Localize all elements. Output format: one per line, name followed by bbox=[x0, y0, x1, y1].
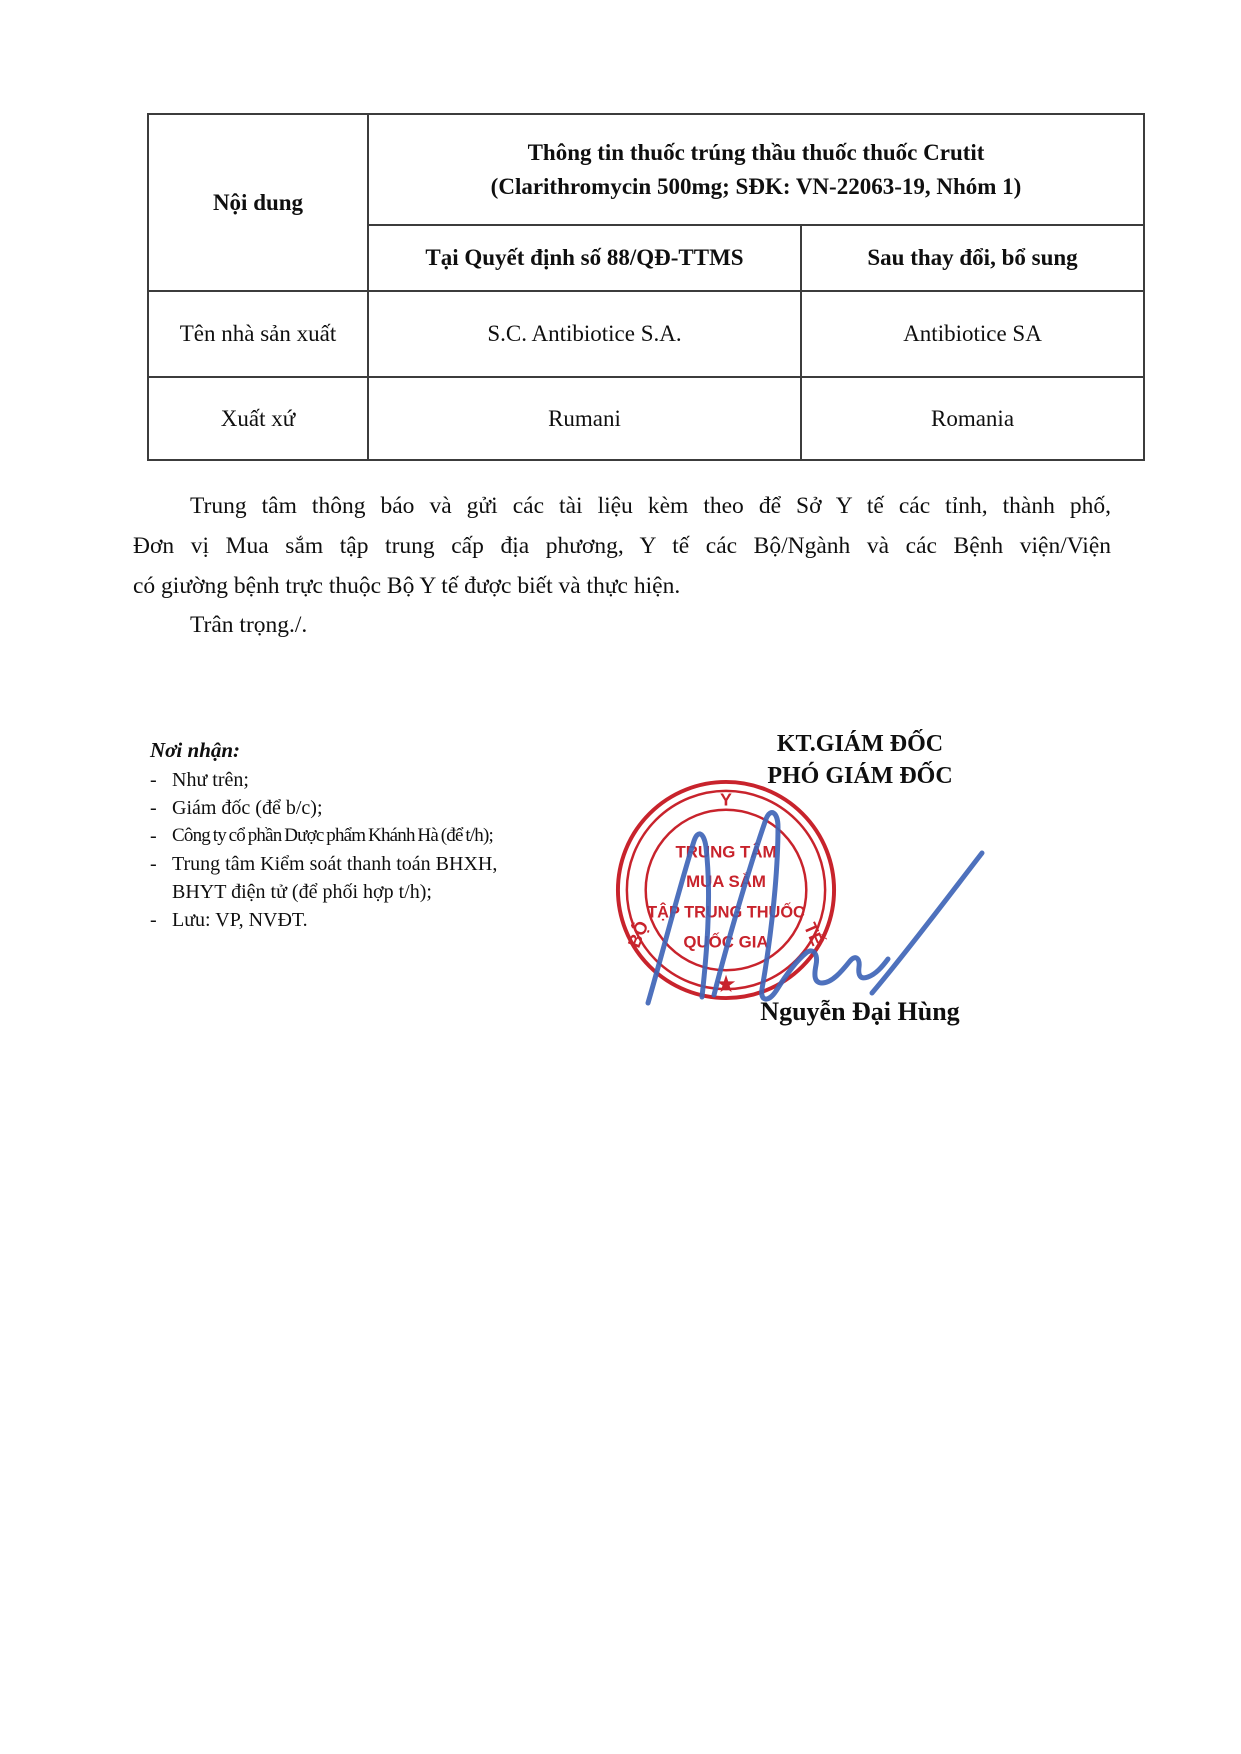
row-manufacturer-before: S.C. Antibiotice S.A. bbox=[368, 291, 801, 377]
row-origin-before: Rumani bbox=[368, 377, 801, 460]
list-dash: - bbox=[150, 797, 157, 819]
list-dash: - bbox=[150, 769, 157, 791]
row-origin-after: Romania bbox=[801, 377, 1144, 460]
table-subheader-before: Tại Quyết định số 88/QĐ-TTMS bbox=[368, 225, 801, 291]
list-item: - Như trên; bbox=[150, 766, 550, 794]
paragraph-line: Đơn vị Mua sắm tập trung cấp địa phương, Y tế các Bộ/Ngành và các Bệnh viện/Viện bbox=[133, 533, 1111, 559]
row-origin-label: Xuất xứ bbox=[148, 377, 368, 460]
row-manufacturer-after: Antibiotice SA bbox=[801, 291, 1144, 377]
list-dash: - bbox=[150, 853, 157, 875]
signer-name: Nguyễn Đại Hùng bbox=[760, 997, 960, 1026]
signer-title-kt-giam-doc: KT.GIÁM ĐỐC bbox=[776, 731, 944, 757]
table-header-content: Nội dung bbox=[148, 114, 368, 291]
stamp-line-3: TẬP TRUNG THUỐC bbox=[647, 903, 805, 922]
list-item: - Trung tâm Kiểm soát thanh toán BHXH, BHYT điện tử (để phối hợp t/h); bbox=[150, 850, 550, 906]
paragraph-line: có giường bệnh trực thuộc Bộ Y tế được biết và thực hiện. bbox=[133, 573, 681, 599]
list-item: - Công ty cổ phần Dược phẩm Khánh Hà (để t/h); bbox=[150, 822, 550, 850]
recipients-list bbox=[150, 766, 550, 934]
stamp-arc-top-text: Y bbox=[720, 789, 732, 810]
list-item: - Lưu: VP, NVĐT. bbox=[150, 906, 550, 934]
list-item: - Giám đốc (để b/c); bbox=[150, 794, 550, 822]
row-manufacturer-label: Tên nhà sản xuất bbox=[148, 291, 368, 377]
stamp-line-1: TRUNG TÂM bbox=[675, 842, 777, 862]
recipients-title: Nơi nhận: bbox=[150, 738, 241, 762]
signer-title-pho-giam-doc: PHÓ GIÁM ĐỐC bbox=[767, 763, 953, 789]
table-row bbox=[148, 291, 1144, 377]
table-header-merged-line1: Thông tin thuốc trúng thầu thuốc thuốc Crutit bbox=[527, 140, 985, 166]
stamp-line-2: MUA SẮM bbox=[686, 872, 766, 892]
table-header-merged bbox=[368, 114, 1144, 225]
paragraph-line: Trung tâm thông báo và gửi các tài liệu kèm theo để Sở Y tế các tỉnh, thành phố, bbox=[190, 493, 1111, 519]
table-subheader-after: Sau thay đổi, bổ sung bbox=[801, 225, 1144, 291]
table-row bbox=[148, 377, 1144, 460]
stamp-line-4: QUỐC GIA bbox=[683, 932, 769, 952]
closing-salutation: Trân trọng./. bbox=[190, 612, 308, 638]
list-dash: - bbox=[150, 825, 157, 847]
drug-info-table bbox=[147, 113, 1145, 461]
stamp-star-icon: ★ bbox=[715, 971, 737, 999]
handwritten-signature bbox=[610, 775, 1010, 1020]
list-dash: - bbox=[150, 909, 157, 931]
stamp-arc-right-text: TẾ bbox=[799, 919, 828, 949]
recipients-block bbox=[150, 738, 550, 934]
stamp-arc-left-text: BỘ bbox=[623, 918, 653, 951]
notification-paragraph bbox=[133, 486, 1111, 606]
table-header-merged-line2: (Clarithromycin 500mg; SĐK: VN-22063-19, Nhóm 1) bbox=[490, 173, 1022, 199]
